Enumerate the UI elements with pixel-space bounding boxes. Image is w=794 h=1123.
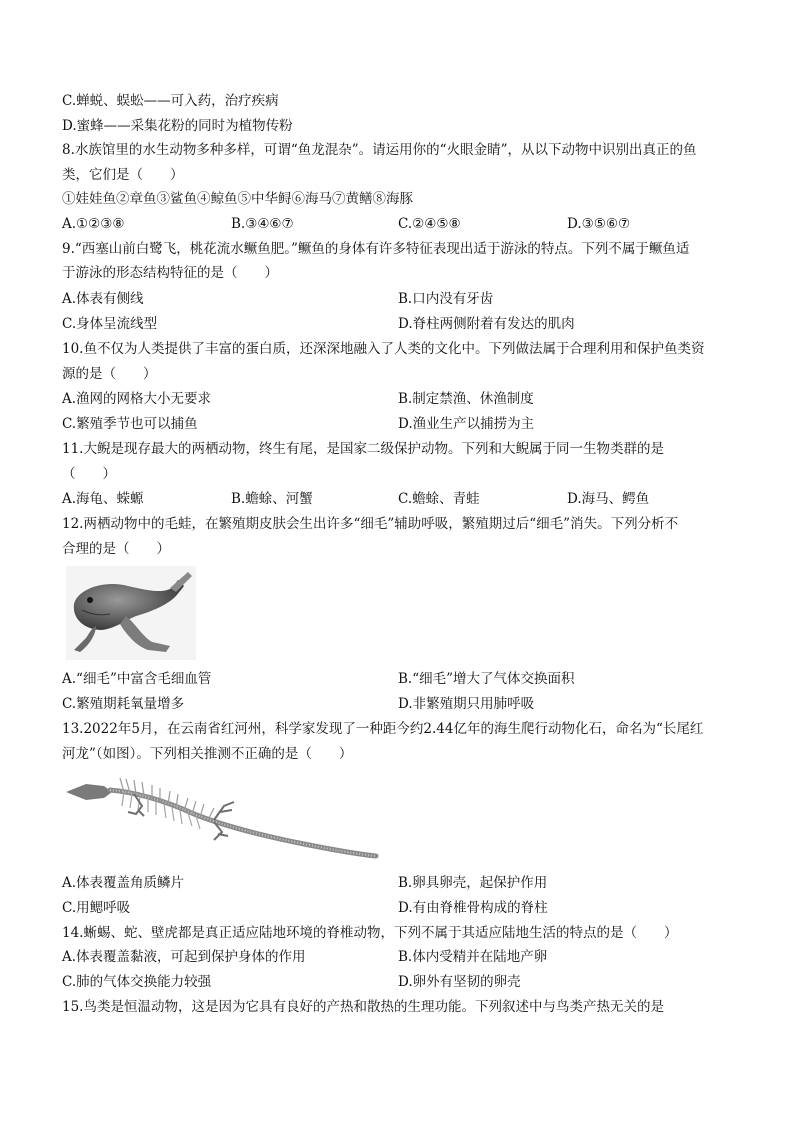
q13-option-a: A.体表覆盖角质鳞片 [62, 875, 185, 891]
q13-option-b: B.卵具卵壳，起保护作用 [398, 875, 548, 891]
q10-option-d: D.渔业生产以捕捞为主 [398, 416, 535, 432]
q7-option-d: D.蜜蜂——采集花粉的同时为植物传粉 [62, 118, 293, 134]
q8-option-d: D.③⑤⑥⑦ [567, 216, 631, 232]
long-tailed-honghe-dragon-fossil [64, 770, 380, 862]
q14-option-d: D.卵外有坚韧的卵壳 [398, 974, 521, 990]
q13-option-c: C.用鳃呼吸 [62, 900, 131, 916]
q15-stem-line1: 15.鸟类是恒温动物，这是因为它具有良好的产热和散热的生理功能。下列叙述中与鸟类产热无关的是 [62, 999, 664, 1015]
q9-option-b: B.口内没有牙齿 [398, 291, 494, 307]
q12-option-d: D.非繁殖期只用肺呼吸 [398, 696, 535, 712]
q14-stem-line1: 14.蜥蜴、蛇、壁虎都是真正适应陆地环境的脊椎动物，下列不属于其适应陆地生活的特点的是（ ） [62, 925, 678, 941]
q10-option-b: B.制定禁渔、休渔制度 [398, 391, 534, 407]
q14-option-b: B.体内受精并在陆地产卵 [398, 949, 548, 965]
q12-stem-line1: 12.两栖动物中的毛蛙，在繁殖期皮肤会生出许多“细毛”辅助呼吸，繁殖期过后“细毛”消失。下列分析不 [62, 516, 679, 532]
q11-option-a: A.海龟、蝾螈 [62, 491, 144, 507]
q9-stem-line1: 9.“西塞山前白鹭飞，桃花流水鳜鱼肥。”鳜鱼的身体有许多特征表现出适于游泳的特点。下列不属于鳜鱼适 [62, 241, 690, 257]
q8-option-c: C.②④⑤⑧ [398, 216, 461, 232]
q11-option-b: B.蟾蜍、河蟹 [231, 491, 313, 507]
q14-option-a: A.体表覆盖黏液，可起到保护身体的作用 [62, 949, 306, 965]
q11-stem-line2: （ ） [62, 466, 116, 482]
hairy-frog-photo [66, 566, 196, 660]
q10-option-c: C.繁殖季节也可以捕鱼 [62, 416, 198, 432]
q9-stem-line2: 于游泳的形态结构特征的是（ ） [62, 265, 278, 281]
q13-stem-line2: 河龙”（如图）。下列相关推测不正确的是（ ） [62, 746, 353, 762]
q12-option-a: A.“细毛”中富含毛细血管 [62, 671, 212, 687]
q12-stem-line2: 合理的是（ ） [62, 541, 170, 557]
q8-option-a: A.①②③⑧ [62, 216, 125, 232]
q12-option-b: B.“细毛”增大了气体交换面积 [398, 671, 575, 687]
q9-option-c: C.身体呈流线型 [62, 316, 158, 332]
q10-stem-line2: 源的是（ ） [62, 366, 157, 382]
q8-stem-line1: 8.水族馆里的水生动物多种多样，可谓“鱼龙混杂”。请运用你的“火眼金睛”，从以下动物中识别出真正的鱼 [62, 142, 697, 158]
q8-animal-list: ①娃娃鱼②章鱼③鲨鱼④鲸鱼⑤中华鲟⑥海马⑦黄鳝⑧海豚 [62, 191, 413, 207]
q14-option-c: C.肺的气体交换能力较强 [62, 974, 212, 990]
q8-option-b: B.③④⑥⑦ [231, 216, 294, 232]
q10-option-a: A.渔网的网格大小无要求 [62, 391, 212, 407]
q11-option-c: C.蟾蜍、青蛙 [398, 491, 480, 507]
q9-option-a: A.体表有侧线 [62, 291, 144, 307]
q11-option-d: D.海马、鳄鱼 [567, 491, 650, 507]
q13-option-d: D.有由脊椎骨构成的脊柱 [398, 900, 548, 916]
q12-option-c: C.繁殖期耗氧量增多 [62, 696, 185, 712]
q13-stem-line1: 13.2022年5月，在云南省红河州，科学家发现了一种距今约2.44亿年的海生爬行动物化石，命名为“长尾红 [62, 721, 704, 737]
q8-stem-line2: 类，它们是（ ） [62, 167, 184, 183]
q9-option-d: D.脊柱两侧附着有发达的肌肉 [398, 316, 575, 332]
q11-stem-line1: 11.大鲵是现存最大的两栖动物，终生有尾，是国家二级保护动物。下列和大鲵属于同一生物类群的是 [62, 441, 664, 457]
q7-option-c: C.蝉蜕、蜈蚣——可入药，治疗疾病 [62, 93, 279, 109]
q10-stem-line1: 10.鱼不仅为人类提供了丰富的蛋白质，还深深地融入了人类的文化中。下列做法属于合理利用和保护鱼类资 [62, 341, 705, 357]
